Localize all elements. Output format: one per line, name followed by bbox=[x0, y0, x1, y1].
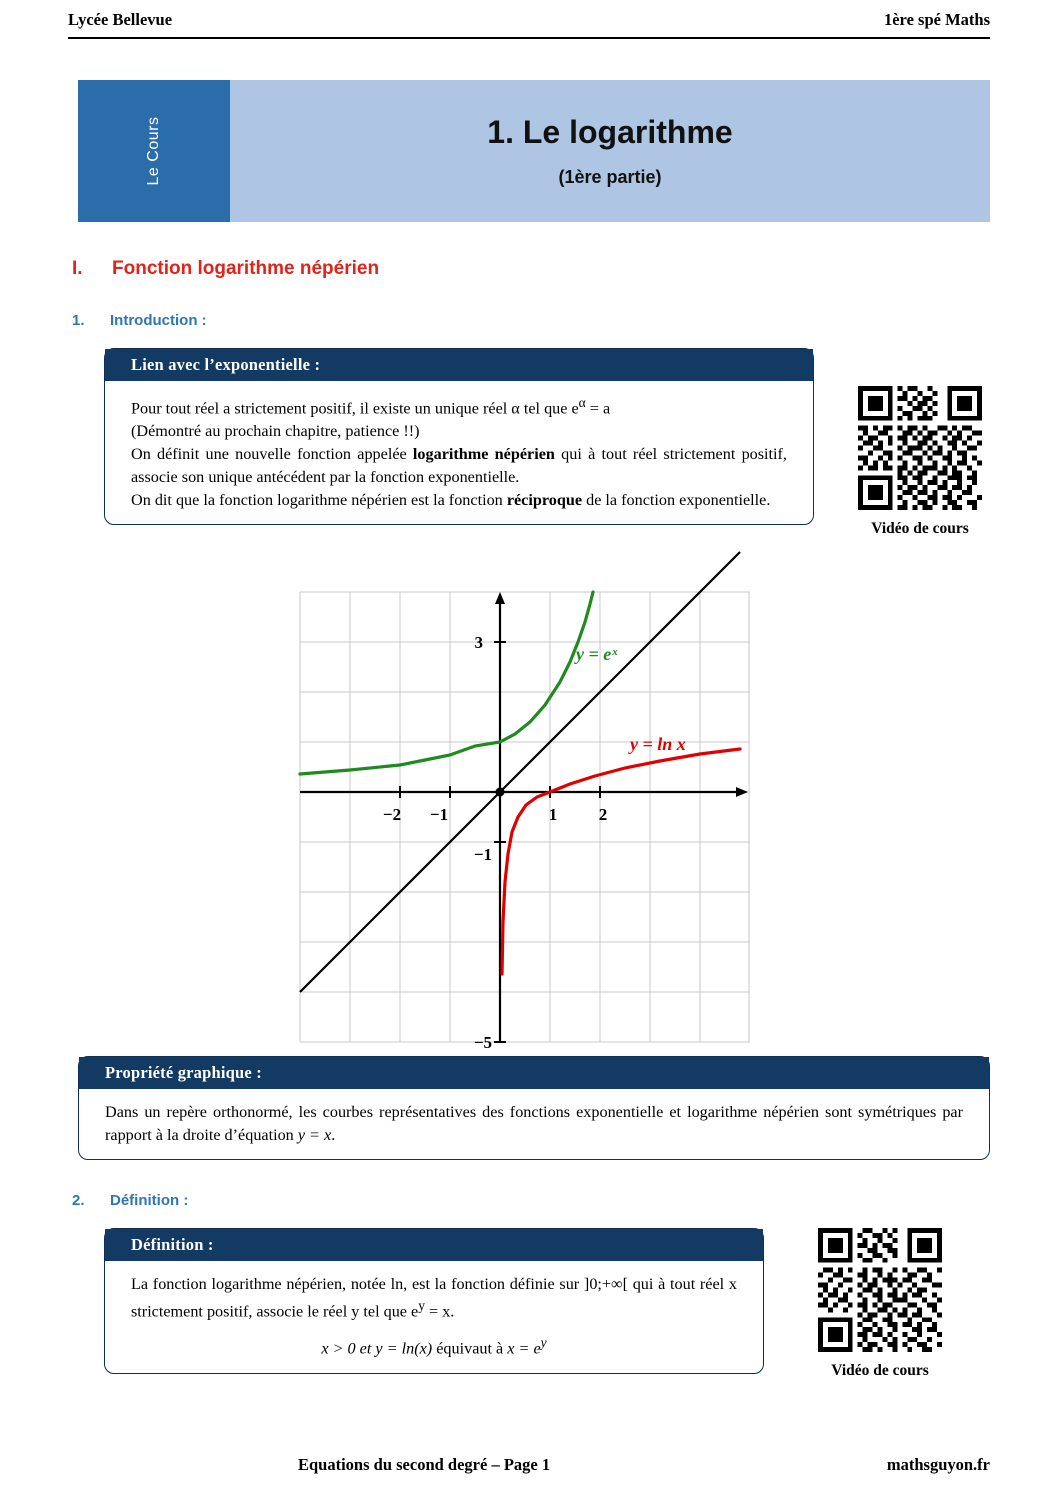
subsection-title-1: Introduction : bbox=[110, 312, 207, 329]
subsection-number-1: 1. bbox=[72, 312, 85, 329]
box-propriete-heading: Propriété graphique : bbox=[79, 1057, 989, 1089]
box-definition bbox=[104, 1228, 764, 1374]
box-definition-text: La fonction logarithme népérien, notée ln, est la fonction définie sur ]0;+∞[ qui à tout réel x strictement positif, associe le réel y tel que e bbox=[131, 1275, 737, 1321]
ytick-3: 3 bbox=[474, 633, 483, 652]
box-lien-line-4a: On dit que la fonction logarithme népérien est la fonction bbox=[131, 491, 507, 510]
subsection-title-2: Définition : bbox=[110, 1192, 189, 1209]
xtick-1: 1 bbox=[548, 805, 558, 824]
xtick-neg1: −1 bbox=[429, 805, 449, 824]
box-lien-line-3-bold: logarithme népérien bbox=[412, 445, 555, 464]
box-lien-exponentielle bbox=[104, 348, 814, 525]
subsection-heading-1 bbox=[72, 312, 207, 329]
ln-curve-label: y = ln x bbox=[630, 734, 686, 754]
header-school: Lycée Bellevue bbox=[68, 10, 173, 29]
box-lien-heading: Lien avec l’exponentielle : bbox=[105, 349, 813, 381]
graph-axes bbox=[300, 592, 748, 1042]
qr-code-icon[interactable] bbox=[818, 1228, 942, 1352]
title-banner bbox=[78, 80, 990, 222]
subsection-heading-2 bbox=[72, 1192, 188, 1209]
qr-block-1[interactable] bbox=[858, 386, 982, 538]
box-propriete-formula: y = x bbox=[297, 1126, 332, 1144]
banner-main bbox=[230, 80, 990, 222]
graph-svg bbox=[300, 592, 750, 1052]
box-lien-line-3a: On définit une nouvelle fonction appelée bbox=[131, 445, 413, 464]
subsection-number-2: 2. bbox=[72, 1192, 85, 1209]
exp-curve bbox=[300, 592, 593, 774]
section-title: Fonction logarithme népérien bbox=[112, 258, 380, 279]
page-footer bbox=[68, 1455, 990, 1475]
box-propriete-body bbox=[79, 1089, 989, 1159]
footer-site: mathsguyon.fr bbox=[886, 1455, 990, 1474]
box-propriete-graphique bbox=[78, 1056, 990, 1160]
ytick-neg1: −1 bbox=[473, 845, 492, 864]
box-definition-body bbox=[105, 1261, 763, 1373]
identity-line bbox=[300, 552, 740, 992]
qr-caption-1: Vidéo de cours bbox=[871, 520, 969, 537]
graph-gridlines bbox=[300, 592, 750, 1042]
section-number: I. bbox=[72, 258, 83, 279]
box-definition-text-end: = x. bbox=[424, 1302, 455, 1321]
exp-curve-label: y = eˣ bbox=[576, 644, 618, 664]
box-definition-heading: Définition : bbox=[105, 1229, 763, 1261]
header-class: 1ère spé Maths bbox=[883, 10, 990, 29]
box-propriete-text: Dans un repère orthonormé, les courbes représentatives des fonctions exponentielle et logarithme népérien sont symétriques par rapport à la droite d’équation bbox=[105, 1103, 963, 1144]
box-lien-body bbox=[105, 381, 813, 524]
ln-curve bbox=[502, 749, 740, 974]
header-divider bbox=[68, 37, 990, 39]
banner-tab-label: Le Cours bbox=[145, 116, 162, 186]
box-lien-line-3b: qui à tout réel strictement positif, associe son unique antécédent par la fonction exponentielle. bbox=[131, 445, 787, 487]
box-lien-line-4b: de la fonction exponentielle. bbox=[582, 491, 771, 510]
xtick-neg2: −2 bbox=[382, 805, 402, 824]
box-lien-line-1 bbox=[131, 393, 787, 420]
box-propriete-text-end: . bbox=[331, 1126, 336, 1144]
qr-block-2[interactable] bbox=[818, 1228, 942, 1380]
graph-exp-ln bbox=[300, 592, 750, 1052]
box-definition-formula bbox=[131, 1333, 737, 1360]
formula-equivalence: équivaut à bbox=[432, 1339, 508, 1358]
ytick-neg5: −5 bbox=[473, 1033, 492, 1052]
qr-caption-2: Vidéo de cours bbox=[831, 1362, 929, 1379]
xtick-2: 2 bbox=[598, 805, 608, 824]
box-definition-sup: y bbox=[418, 1298, 425, 1313]
box-lien-line-1-end: = a bbox=[585, 399, 611, 418]
footer-center: Equations du second degré – Page 1 bbox=[298, 1455, 551, 1474]
box-lien-line-4-bold: réciproque bbox=[506, 491, 583, 510]
formula-part-a: x > 0 et y = ln(x) bbox=[321, 1339, 433, 1358]
section-heading-1 bbox=[72, 258, 379, 280]
origin-point bbox=[496, 788, 505, 797]
box-lien-line-3 bbox=[131, 443, 787, 489]
formula-part-b: x = e bbox=[507, 1339, 541, 1358]
qr-code-icon[interactable] bbox=[858, 386, 982, 510]
box-lien-line-2: (Démontré au prochain chapitre, patience !!) bbox=[131, 422, 420, 441]
box-lien-line-4 bbox=[131, 489, 787, 512]
formula-part-b-sup: y bbox=[540, 1335, 547, 1351]
box-lien-line-1-sup: α bbox=[578, 395, 586, 410]
banner-tab bbox=[78, 80, 230, 222]
box-lien-line-1-text: Pour tout réel a strictement positif, il existe un unique réel α tel que e bbox=[131, 399, 579, 418]
page-header bbox=[68, 10, 990, 30]
page-subtitle: (1ère partie) bbox=[558, 167, 662, 187]
page-title: 1. Le logarithme bbox=[487, 114, 733, 150]
